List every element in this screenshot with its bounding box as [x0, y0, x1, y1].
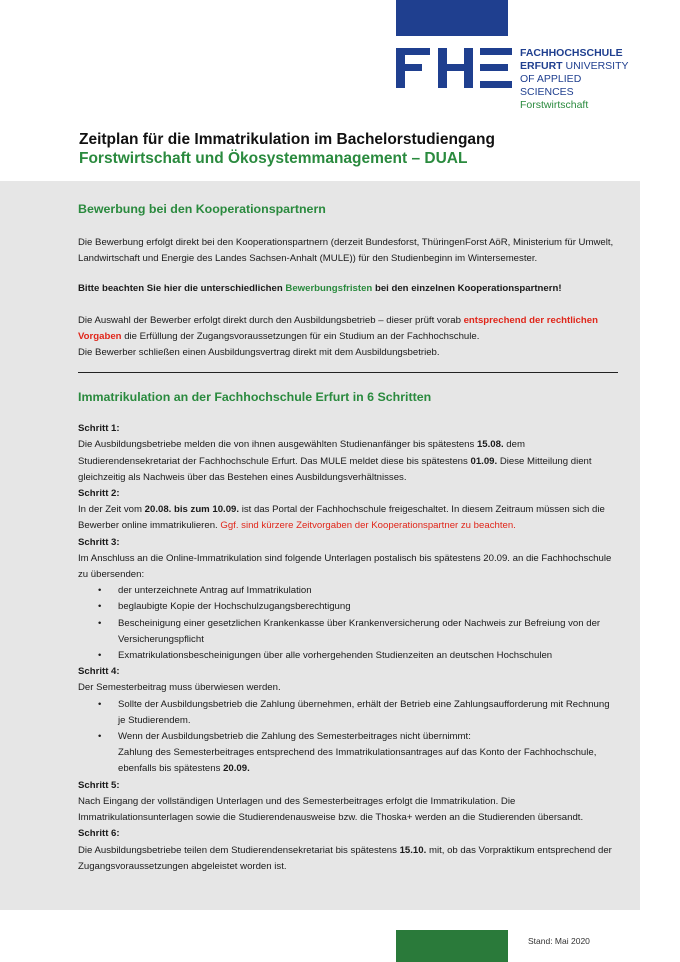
bewerbung-paragraph-3: Die Auswahl der Bewerber erfolgt direkt durch den Ausbildungsbetrieb – dieser prüft vorab entsprechend der rechtlichen Vorgaben die Erfüllung der Zugangsvoraussetzungen für ein Studium an der Fachhochschule. [78, 314, 598, 342]
document-date: Stand: Mai 2020 [528, 936, 590, 946]
list-item: • Wenn der Ausbildungsbetrieb die Zahlung des Semesterbeitrages nicht übernimmt: Zahlung des Semesterbeitrages entsprechend des Immatrikulationsantrages auf das Konto der Fachhochschule, ebenfalls bis spätestens 20.09. [98, 729, 618, 778]
step-1-text: Die Ausbildungsbetriebe melden die von ihnen ausgewählten Studienanfänger bis spätestens 15.08. dem Studierendensekretariat der Fachhochschule Erfurt. Das MULE meldet diese bis spätestens 01.09. Diese Mitteilung dient gleichzeitig als Nachweis über das Bestehen eines Ausbildungsverhältnisses. [78, 439, 592, 483]
bewerbungsfristen-highlight: Bewerbungsfristen [285, 283, 373, 295]
step-1-label: Schritt 1: [78, 423, 120, 435]
step-5-text: Nach Eingang der vollständigen Unterlagen und des Semesterbeitrages erfolgt die Immatrikulation. Die Immatrikulationsunterlagen sowie die Studierendenausweise bzw. die Thoska+ werden an die Studierenden übersandt. [78, 795, 584, 824]
bewerbung-paragraph-2: Bitte beachten Sie hier die unterschiedlichen Bewerbungsfristen bei den einzelnen Kooperationspartnern! [78, 283, 562, 295]
footer-brand-bar [396, 930, 508, 962]
step-3-label: Schritt 3: [78, 536, 120, 548]
logo-line-4: Forstwirtschaft [520, 99, 589, 111]
title-line-1: Zeitplan für die Immatrikulation im Bachelorstudiengang [79, 131, 495, 148]
section-heading-immatrikulation: Immatrikulation an der Fachhochschule Erfurt in 6 Schritten [78, 390, 432, 405]
bewerbung-paragraph-1: Die Bewerbung erfolgt direkt bei den Kooperationspartnern (derzeit Bundesforst, ThüringenForst AöR, Ministerium für Umwelt, Landwirtschaft und Energie des Landes Sachsen-Anhalt (MULE)) für den Studienbeginn im Wintersemester. [78, 237, 614, 265]
step-4-payment-list [78, 697, 618, 778]
section-heading-bewerbung: Bewerbung bei den Kooperationspartnern [78, 202, 326, 216]
list-item: • beglaubigte Kopie der Hochschulzugangsberechtigung [98, 599, 618, 615]
step-6-text: Die Ausbildungsbetriebe teilen dem Studierendensekretariat bis spätestens 15.10. mit, ob das Vorpraktikum entsprechend der Zugangsvoraussetzungen abgeleistet worden ist. [78, 844, 612, 872]
logo-wordmark [520, 47, 636, 112]
step-2-label: Schritt 2: [78, 488, 120, 500]
step-4-label: Schritt 4: [78, 666, 120, 678]
top-brand-bar [396, 0, 508, 36]
logo-line-1: FACHHOCHSCHULE [520, 47, 623, 59]
fhe-logo-mark [396, 48, 512, 88]
step-5-label: Schritt 5: [78, 779, 120, 791]
step-3-intro: Im Anschluss an die Online-Immatrikulation sind folgende Unterlagen postalisch bis spätestens 20.09. an die Fachhochschule zu übersenden: [78, 552, 612, 581]
page-title [79, 130, 639, 168]
step-2-warning: Ggf. sind kürzere Zeitvorgaben der Kooperationspartner zu beachten. [220, 520, 516, 532]
title-line-2: Forstwirtschaft und Ökosystemmanagement – DUAL [79, 150, 468, 167]
list-item: • Bescheinigung einer gesetzlichen Krankenkasse über Krankenversicherung oder Nachweis zur Befreiung von der Versicherungspflicht [98, 616, 618, 648]
step-6-label: Schritt 6: [78, 828, 120, 840]
step-3-document-list [78, 583, 618, 664]
list-item: • Sollte der Ausbildungsbetrieb die Zahlung übernehmen, erhält der Betrieb eine Zahlungsaufforderung mit Rechnung je Studierendem. [98, 697, 618, 729]
logo-line-3: OF APPLIED SCIENCES [520, 73, 582, 98]
list-item: • Exmatrikulationsbescheinigungen über alle vorhergehenden Studienzeiten an deutschen Hochschulen [98, 648, 618, 664]
bewerbung-paragraph-4: Die Bewerber schließen einen Ausbildungsvertrag direkt mit dem Ausbildungsbetrieb. [78, 347, 440, 359]
rechtliche-vorgaben-highlight: entsprechend der rechtlichen Vorgaben [78, 314, 598, 342]
fhe-logo [396, 47, 636, 111]
list-item: • der unterzeichnete Antrag auf Immatrikulation [98, 583, 618, 599]
document-body [78, 181, 618, 875]
step-4-intro: Der Semesterbeitrag muss überwiesen werden. [78, 682, 281, 694]
step-2-text: In der Zeit vom 20.08. bis zum 10.09. ist das Portal der Fachhochschule freigeschaltet. In diesem Zeitraum müssen sich die Bewerber online immatrikulieren. Ggf. sind kürzere Zeitvorgaben der Kooperationspartner zu beachten. [78, 504, 605, 532]
logo-line-2: ERFURT UNIVERSITY [520, 60, 629, 72]
